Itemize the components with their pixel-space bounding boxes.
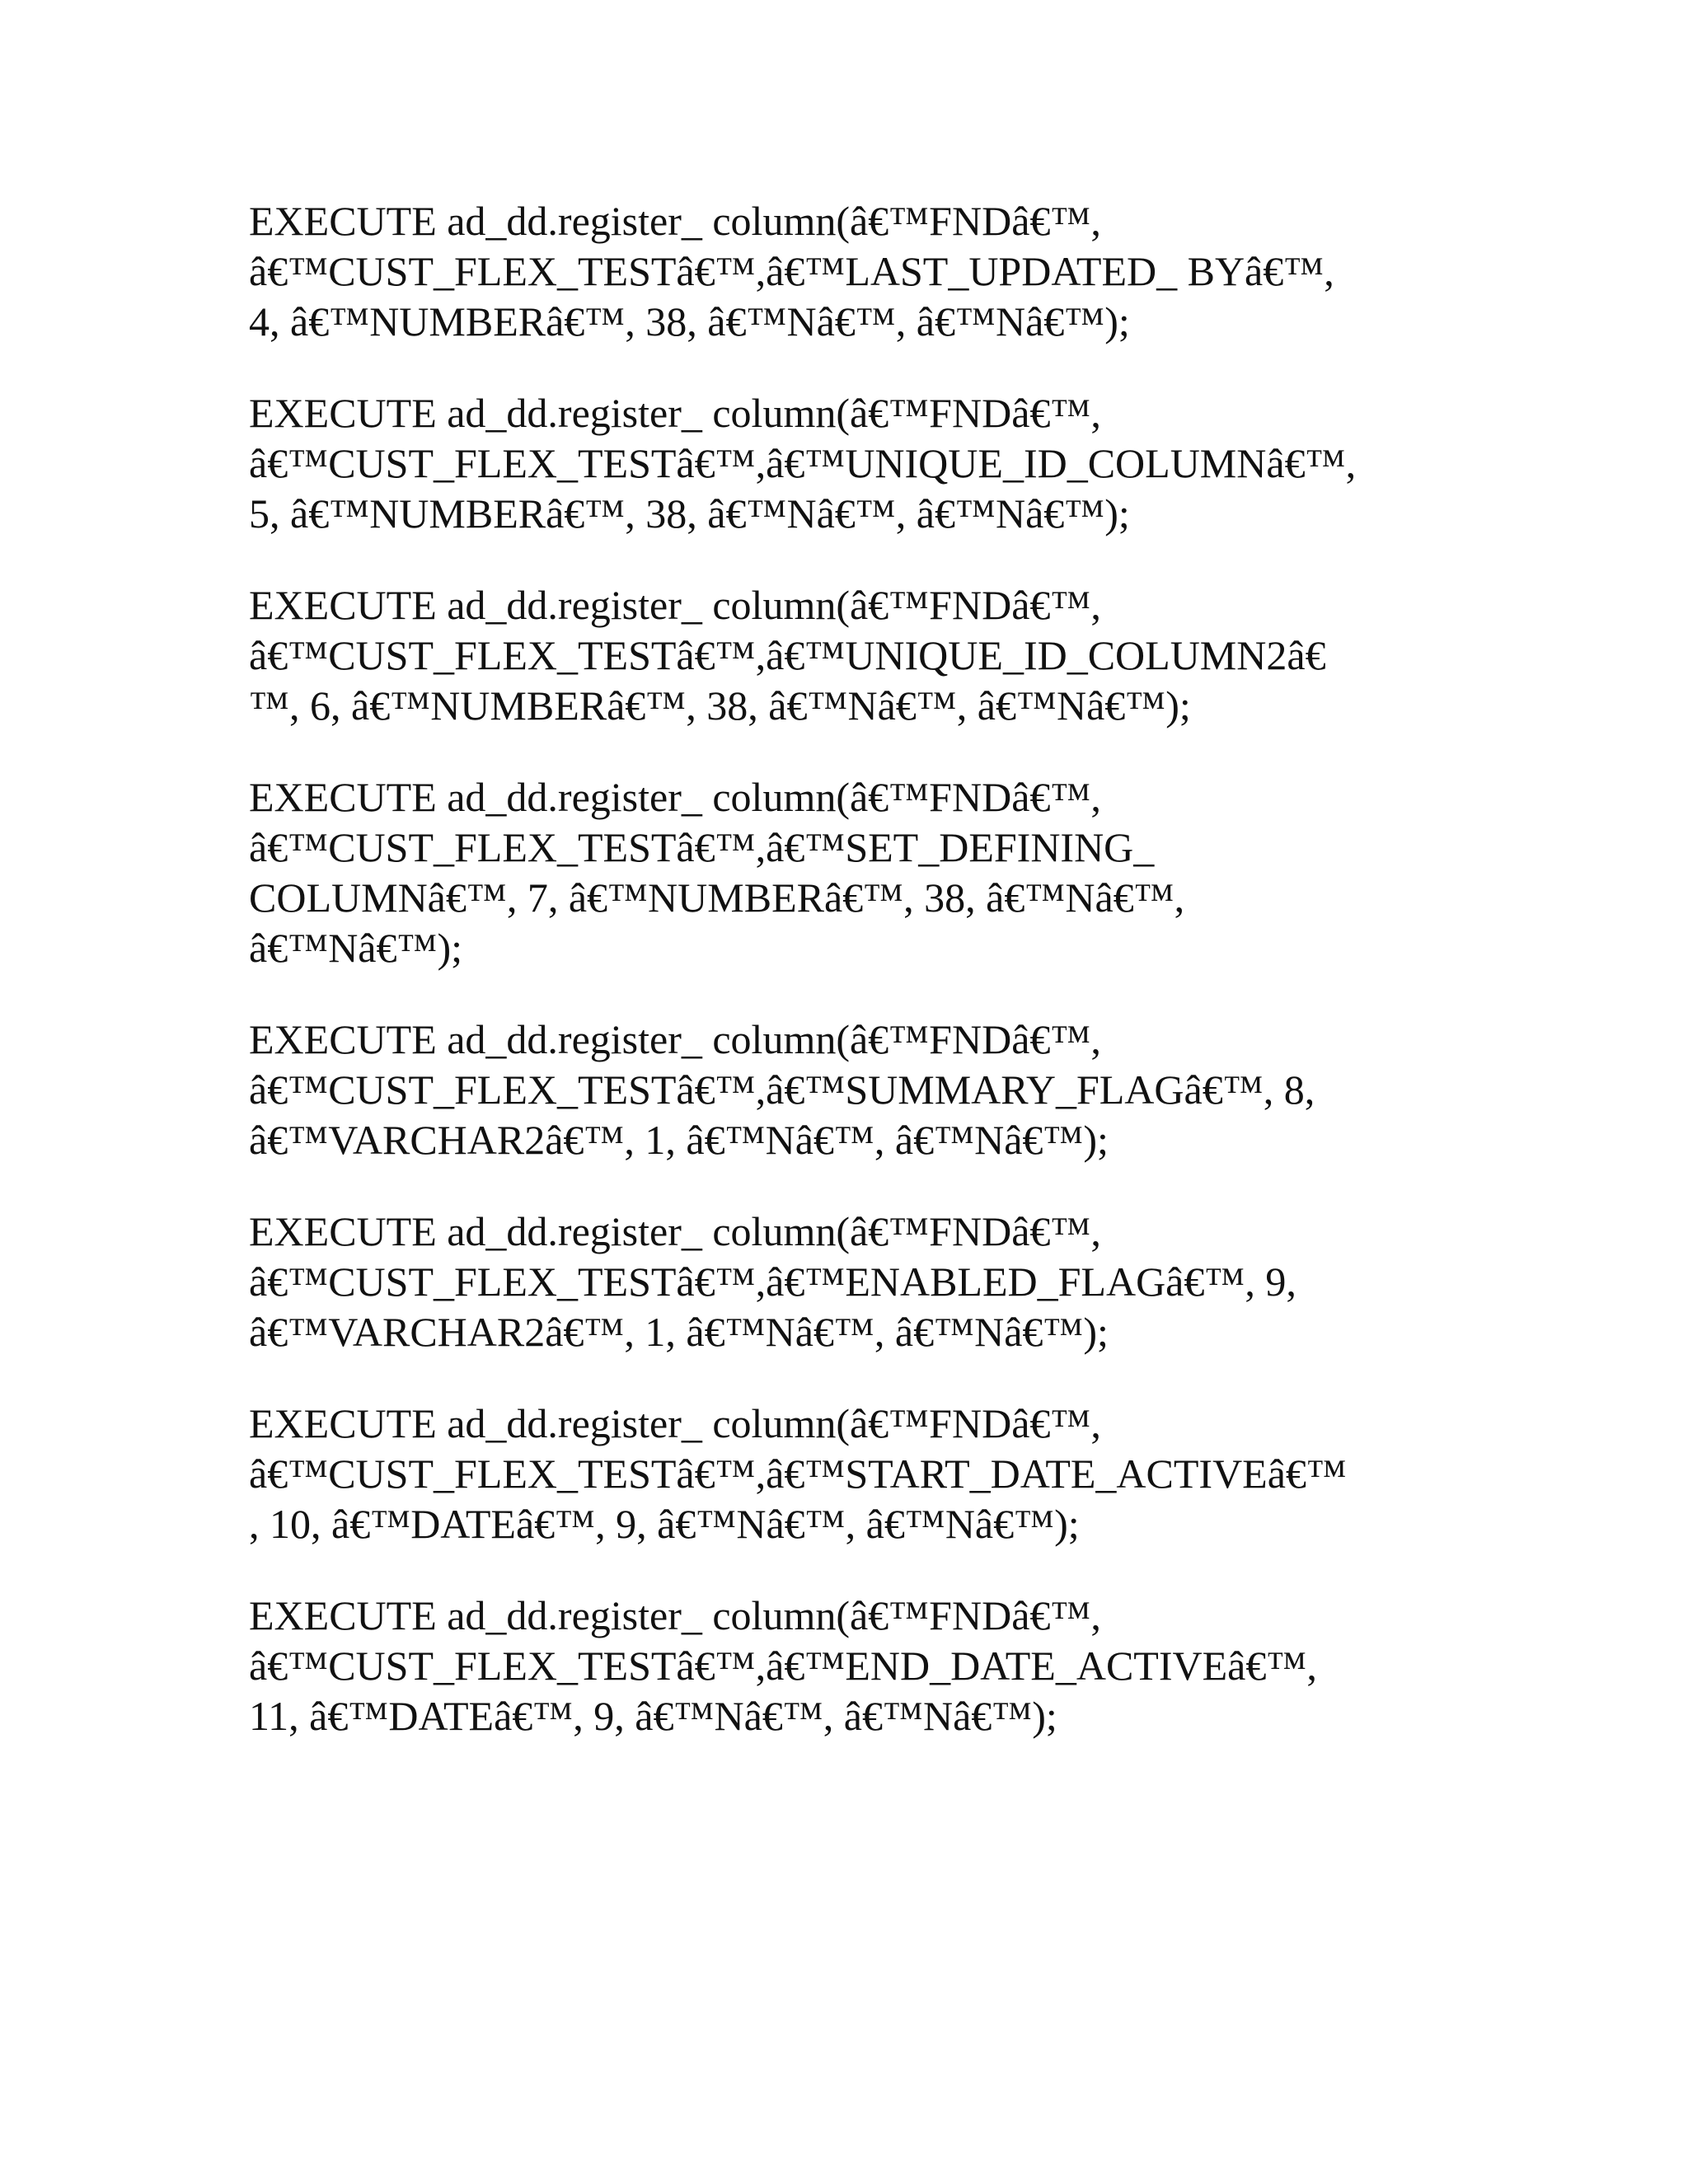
statement-line: EXECUTE ad_dd.register_ column(â€™FNDâ€™, [249, 1016, 1101, 1062]
sql-statement-3 [249, 580, 1485, 731]
statement-line: 5, â€™NUMBERâ€™, 38, â€™Nâ€™, â€™Nâ€™); [249, 490, 1130, 537]
statement-line: , 10, â€™DATEâ€™, 9, â€™Nâ€™, â€™Nâ€™); [249, 1501, 1080, 1547]
sql-statement-5 [249, 1015, 1485, 1165]
sql-statement-6 [249, 1207, 1485, 1357]
statement-line: â€™VARCHAR2â€™, 1, â€™Nâ€™, â€™Nâ€™); [249, 1309, 1109, 1355]
statement-line: â€™CUST_FLEX_TESTâ€™,â€™ENABLED_FLAGâ€™, 9, [249, 1258, 1296, 1305]
statement-line: â€™CUST_FLEX_TESTâ€™,â€™UNIQUE_ID_COLUMN2â€ [249, 632, 1326, 678]
sql-statement-2 [249, 388, 1485, 539]
sql-statement-4 [249, 772, 1485, 973]
statement-line: EXECUTE ad_dd.register_ column(â€™FNDâ€™, [249, 1592, 1101, 1638]
statement-line: EXECUTE ad_dd.register_ column(â€™FNDâ€™, [249, 1208, 1101, 1254]
statement-line: ™, 6, â€™NUMBERâ€™, 38, â€™Nâ€™, â€™Nâ€™); [249, 682, 1191, 729]
statement-line: â€™CUST_FLEX_TESTâ€™,â€™END_DATE_ACTIVEâ€™, [249, 1643, 1317, 1689]
statement-line: â€™CUST_FLEX_TESTâ€™,â€™UNIQUE_ID_COLUMNâ€™, [249, 440, 1357, 486]
statement-line: EXECUTE ad_dd.register_ column(â€™FNDâ€™, [249, 582, 1101, 628]
statement-line: â€™VARCHAR2â€™, 1, â€™Nâ€™, â€™Nâ€™); [249, 1117, 1109, 1163]
statement-line: EXECUTE ad_dd.register_ column(â€™FNDâ€™, [249, 198, 1101, 244]
statement-line: EXECUTE ad_dd.register_ column(â€™FNDâ€™, [249, 774, 1101, 820]
statement-line: EXECUTE ad_dd.register_ column(â€™FNDâ€™, [249, 1400, 1101, 1446]
statement-line: â€™CUST_FLEX_TESTâ€™,â€™LAST_UPDATED_ BYâ€™, [249, 248, 1334, 294]
statement-line: 11, â€™DATEâ€™, 9, â€™Nâ€™, â€™Nâ€™); [249, 1693, 1057, 1739]
document-body [249, 196, 1485, 1783]
statement-line: â€™Nâ€™); [249, 925, 463, 971]
statement-line: â€™CUST_FLEX_TESTâ€™,â€™SET_DEFINING_ [249, 824, 1155, 870]
sql-statement-8 [249, 1591, 1485, 1741]
statement-line: COLUMNâ€™, 7, â€™NUMBERâ€™, 38, â€™Nâ€™, [249, 874, 1185, 921]
statement-line: 4, â€™NUMBERâ€™, 38, â€™Nâ€™, â€™Nâ€™); [249, 298, 1130, 344]
statement-line: EXECUTE ad_dd.register_ column(â€™FNDâ€™, [249, 390, 1101, 436]
statement-line: â€™CUST_FLEX_TESTâ€™,â€™START_DATE_ACTIVEâ€™ [249, 1451, 1347, 1497]
statement-line: â€™CUST_FLEX_TESTâ€™,â€™SUMMARY_FLAGâ€™, 8, [249, 1066, 1315, 1113]
sql-statement-1 [249, 196, 1485, 347]
sql-statement-7 [249, 1399, 1485, 1549]
